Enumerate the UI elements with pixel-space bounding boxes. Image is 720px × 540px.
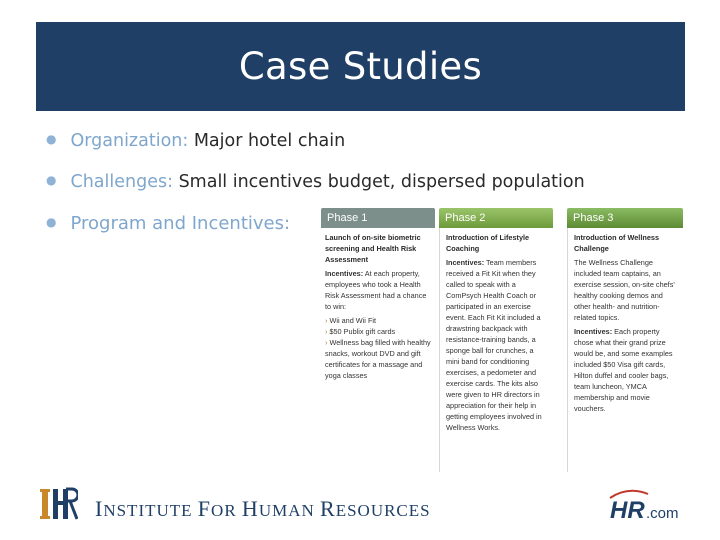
phase-body [439, 228, 553, 472]
prize-list [325, 315, 431, 381]
phase-header: Phase 3 [567, 208, 683, 228]
bullet-organization [46, 131, 345, 151]
phase-1-column [321, 208, 435, 472]
incentives-text: Team members received a Fit Kit when they called to speak with a ComPsych Health Coach or participated in an exercise event. Each Fit Kit included a drawstring backpack with resistance-training bands, a sponge ball for crunches, a mini band for conditioning exercises, a pedometer and exercise cards. The kits also were given to HR directors in appreciation for their help in getting employees involved in Wellness Works. [446, 258, 542, 432]
phase-body [567, 228, 683, 472]
arrow-icon: › [325, 327, 328, 336]
bullet-value: Small incentives budget, dispersed population [178, 172, 585, 192]
bullet-challenges [46, 172, 585, 192]
phase-incentives [446, 257, 549, 433]
incentives-label: Incentives: [574, 327, 613, 336]
list-item: › Wii and Wii Fit [325, 316, 377, 325]
com-logo-text: .com [646, 505, 679, 522]
incentives-label: Incentives: [446, 258, 485, 267]
incentives-label: Incentives: [325, 269, 364, 278]
title-bar [36, 22, 685, 111]
phase-incentives [574, 326, 679, 414]
bullet-program [46, 213, 290, 234]
phase-2-column [439, 208, 553, 472]
slide-title: Case Studies [238, 45, 483, 88]
bullet-dot-icon: ● [46, 132, 57, 146]
phase-description: The Wellness Challenge included team captains, an exercise session, on-site chefs' healthy cooking demos and other health- and nutrition-related topics. [574, 258, 675, 322]
list-item: › Wellness bag filled with healthy snacks, workout DVD and gift certificates for a massage and yoga classes [325, 338, 431, 380]
incentives-text: Each property chose what their grand prize would be, and some examples included $50 Visa gift cards, Hilton duffel and cooler bags, team luncheon, YMCA membership and movie vouchers. [574, 327, 673, 413]
bullet-dot-icon: ● [46, 215, 57, 229]
bullet-label: Challenges: [70, 172, 179, 192]
phase-title: Launch of on-site biometric screening and Health Risk Assessment [325, 233, 421, 264]
list-item: › $50 Publix gift cards [325, 327, 396, 336]
arrow-icon: › [325, 338, 328, 347]
bullet-label: Program and Incentives: [70, 213, 291, 234]
phases-image [316, 208, 684, 476]
phase-header: Phase 1 [321, 208, 435, 228]
phase-3-column [567, 208, 683, 472]
institute-name: INSTITUTE FOR HUMAN RESOURCES [95, 496, 431, 521]
hr-logo-text: HR [610, 497, 645, 524]
phase-body [321, 228, 435, 472]
phase-incentives [325, 268, 431, 312]
bullet-value: Major hotel chain [193, 131, 346, 151]
bullet-label: Organization: [70, 131, 194, 151]
bullet-dot-icon: ● [46, 173, 57, 187]
arrow-icon: › [325, 316, 328, 325]
phase-header: Phase 2 [439, 208, 553, 228]
phase-title: Introduction of Lifestyle Coaching [446, 233, 530, 253]
ihr-logo-icon [40, 483, 78, 527]
phase-title: Introduction of Wellness Challenge [574, 233, 659, 253]
hr-com-logo-icon [608, 488, 692, 526]
incentives-text: At each property, employees who took a Health Risk Assessment had a chance to win: [325, 269, 427, 311]
